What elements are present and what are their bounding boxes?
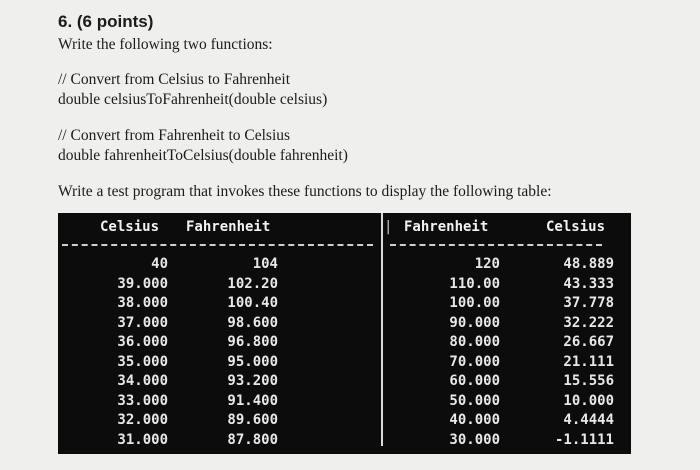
function1-signature: double celsiusToFahrenheit(double celsius): [58, 91, 328, 108]
celsius-right-value: 4.4444: [563, 412, 614, 428]
celsius-left-value: 31.000: [117, 431, 168, 448]
fahrenheit-left-value: 96.800: [227, 334, 278, 350]
fahrenheit-right-value: 40.000: [449, 412, 500, 428]
celsius-left-value: 36.000: [117, 334, 168, 350]
function2-signature: double fahrenheitToCelsius(double fahrenheit): [58, 147, 348, 164]
fahrenheit-left-value: 89.600: [227, 412, 278, 428]
celsius-right-column: [530, 255, 614, 450]
fahrenheit-right-value: 80.000: [449, 334, 500, 350]
console-output-table: [58, 213, 631, 454]
test-program-instruction: Write a test program that invokes these functions to display the following table:: [58, 183, 552, 200]
fahrenheit-right-value: 60.000: [449, 373, 500, 389]
fahrenheit-right-value: 70.000: [449, 353, 500, 370]
header-celsius-right: Celsius: [546, 218, 606, 235]
celsius-right-value: 43.333: [563, 275, 614, 292]
celsius-right-value: 37.778: [563, 295, 614, 311]
celsius-left-value: 37.000: [117, 314, 168, 331]
celsius-right-value: -1.1111: [554, 431, 614, 448]
celsius-left-value: 38.000: [117, 295, 168, 311]
celsius-right-value: 32.222: [563, 314, 614, 331]
fahrenheit-left-value: 95.000: [227, 353, 278, 370]
header-fahrenheit-left: Fahrenheit: [186, 218, 271, 235]
celsius-left-column: [98, 255, 168, 450]
celsius-right-value: 26.667: [563, 334, 614, 350]
fahrenheit-right-value: 110.00: [449, 275, 500, 292]
fahrenheit-left-value: 91.400: [227, 392, 278, 409]
fahrenheit-right-value: 100.00: [449, 295, 500, 311]
header-separator: |: [384, 218, 393, 235]
celsius-right-value: 10.000: [563, 392, 614, 409]
celsius-left-value: 34.000: [117, 373, 168, 389]
fahrenheit-left-value: 87.800: [227, 431, 278, 448]
fahrenheit-left-value: 93.200: [227, 373, 278, 389]
celsius-left-value: 32.000: [117, 412, 168, 428]
fahrenheit-left-column: [198, 255, 278, 450]
column-separator: [381, 213, 383, 446]
celsius-left-value: 39.000: [117, 275, 168, 292]
celsius-right-value: 21.111: [563, 353, 614, 370]
fahrenheit-right-value: 30.000: [449, 431, 500, 448]
celsius-left-value: 33.000: [117, 392, 168, 409]
header-celsius-left: Celsius: [100, 218, 160, 235]
question-instruction: Write the following two functions:: [58, 36, 273, 53]
fahrenheit-left-value: 104: [252, 256, 278, 272]
fahrenheit-right-column: [418, 255, 500, 450]
fahrenheit-right-value: 90.000: [449, 314, 500, 331]
celsius-right-value: 48.889: [563, 256, 614, 272]
fahrenheit-left-value: 98.600: [227, 314, 278, 331]
header-fahrenheit-right: Fahrenheit: [404, 218, 489, 235]
celsius-left-value: 35.000: [117, 353, 168, 370]
header-divider-right: [390, 244, 602, 246]
question-number: 6. (6 points): [58, 12, 154, 31]
celsius-right-value: 15.556: [563, 373, 614, 389]
celsius-left-value: 40: [151, 256, 168, 272]
fahrenheit-right-value: 120: [474, 256, 500, 272]
fahrenheit-left-value: 100.40: [227, 295, 278, 311]
fahrenheit-right-value: 50.000: [449, 392, 500, 409]
fahrenheit-left-value: 102.20: [227, 275, 278, 292]
function2-comment: // Convert from Fahrenheit to Celsius: [58, 127, 291, 144]
function1-comment: // Convert from Celsius to Fahrenheit: [58, 71, 291, 88]
header-divider-left: [62, 244, 373, 246]
